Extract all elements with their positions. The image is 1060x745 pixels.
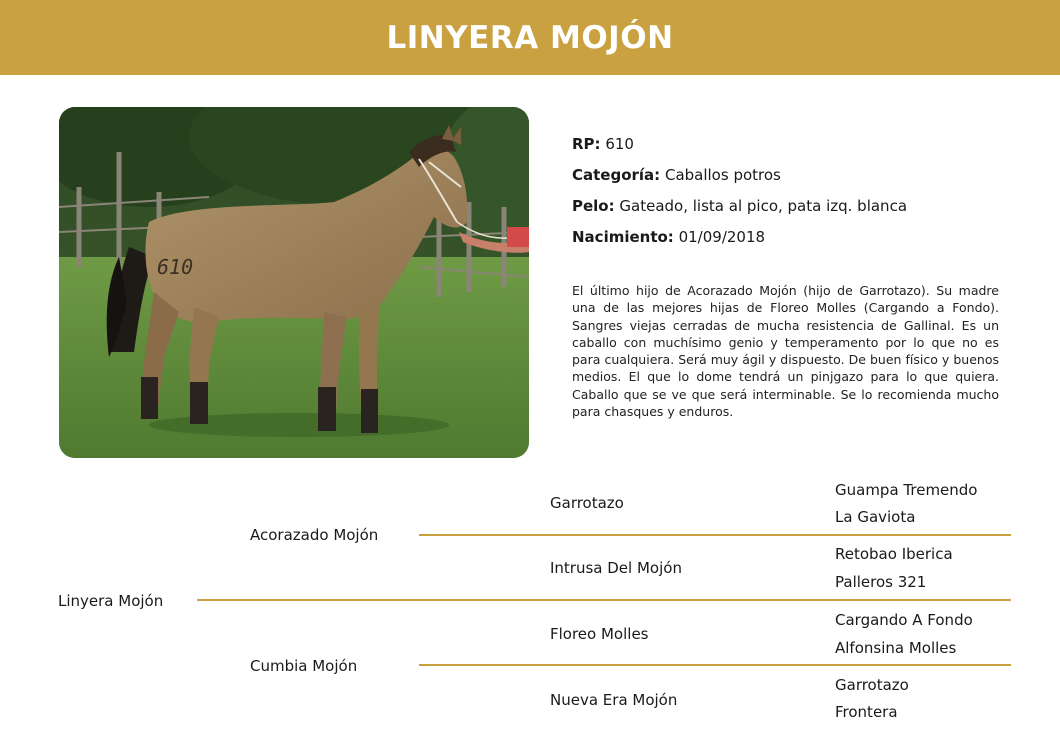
nacimiento-row xyxy=(572,227,1002,248)
pedigree-ss-dam: La Gaviota xyxy=(835,508,916,526)
pedigree-line-sire xyxy=(419,534,1011,536)
pedigree-sire-dam: Intrusa Del Mojón xyxy=(550,559,682,577)
horse-photo xyxy=(59,107,529,458)
pedigree-sd-dam: Palleros 321 xyxy=(835,573,927,591)
rp-label: RP: xyxy=(572,135,601,153)
pedigree-dam-dam: Nueva Era Mojón xyxy=(550,691,678,709)
nacimiento-value: 01/09/2018 xyxy=(678,228,766,246)
pedigree-ss-sire: Guampa Tremendo xyxy=(835,481,978,499)
pedigree-ds-sire: Cargando A Fondo xyxy=(835,611,973,629)
nacimiento-label: Nacimiento: xyxy=(572,228,674,246)
horse-brand-number: 610 xyxy=(157,255,194,279)
pedigree-dd-dam: Frontera xyxy=(835,703,898,721)
horse-description: El último hijo de Acorazado Mojón (hijo de Garrotazo). Su madre una de las mejores hijas de Floreo Molles (Cargando a Fondo). Sangres viejas cerradas de mucha resistencia de Gallinal. Es un caballo con muchísimo genio y temperamento por lo que no es para cualquiera. Será muy ágil y dispuesto. De buen físico y buenos medios. El que lo dome tendrá un pinjgazo para lo que quiera. Caballo que se ve que será interminable. Se lo recomienda mucho para chasques y enduros. xyxy=(572,283,999,420)
categoria-row xyxy=(572,165,1002,186)
page-title: LINYERA MOJÓN xyxy=(386,19,674,56)
pedigree-subject: Linyera Mojón xyxy=(58,592,164,610)
pelo-row xyxy=(572,196,1002,217)
pedigree-dam: Cumbia Mojón xyxy=(250,657,358,675)
rp-row xyxy=(572,134,1002,155)
pedigree-sire-sire: Garrotazo xyxy=(550,494,624,512)
categoria-label: Categoría: xyxy=(572,166,661,184)
pelo-value: Gateado, lista al pico, pata izq. blanca xyxy=(619,197,908,215)
pedigree-sd-sire: Retobao Iberica xyxy=(835,545,953,563)
pedigree-dd-sire: Garrotazo xyxy=(835,676,909,694)
horse-info xyxy=(572,134,1002,258)
pedigree-ds-dam: Alfonsina Molles xyxy=(835,639,957,657)
pedigree-line-dam xyxy=(419,664,1011,666)
pelo-label: Pelo: xyxy=(572,197,615,215)
rp-value: 610 xyxy=(605,135,634,153)
pedigree-line-subject xyxy=(197,599,1011,601)
categoria-value: Caballos potros xyxy=(664,166,781,184)
pedigree-sire: Acorazado Mojón xyxy=(250,526,379,544)
pedigree-dam-sire: Floreo Molles xyxy=(550,625,649,643)
title-banner xyxy=(0,0,1060,75)
